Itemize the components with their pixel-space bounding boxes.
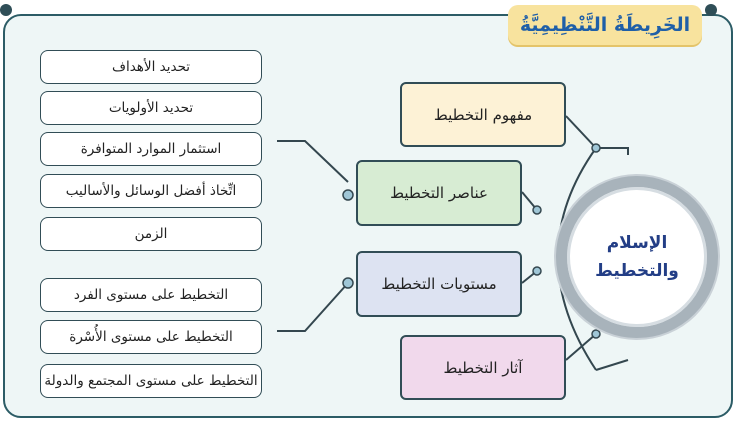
branch-levels: مستويات التخطيط <box>356 251 522 317</box>
elements-item-2: تحديد الأولويات <box>40 91 262 125</box>
center-line-2: والتخطيط <box>595 261 679 281</box>
link-levels-list <box>277 283 348 331</box>
elements-item-4: اتِّخاذ أفضل الوسائل والأساليب <box>40 174 262 208</box>
dot-levels-left <box>343 278 353 288</box>
branch-elements: عناصر التخطيط <box>356 160 522 226</box>
link-concept <box>566 116 596 148</box>
link-effects <box>566 334 596 360</box>
elements-item-3: استثمار الموارد المتوافرة <box>40 132 262 166</box>
center-topic <box>556 176 718 338</box>
dot-elements-left <box>343 190 353 200</box>
dot-elements-hub <box>533 206 541 214</box>
hub-arc-bottom <box>596 360 628 370</box>
branch-concept: مفهوم التخطيط <box>400 82 566 147</box>
levels-item-2: التخطيط على مستوى الأُسْرة <box>40 320 262 354</box>
levels-item-1: التخطيط على مستوى الفرد <box>40 278 262 312</box>
hub-arc-top <box>596 148 628 155</box>
center-line-1: الإسلام <box>606 233 668 253</box>
levels-item-3: التخطيط على مستوى المجتمع والدولة <box>40 364 262 398</box>
link-elements-list <box>277 141 348 182</box>
elements-item-1: تحديد الأهداف <box>40 50 262 84</box>
branch-effects: آثار التخطيط <box>400 335 566 400</box>
dot-levels-hub <box>533 267 541 275</box>
dot-effects <box>592 330 600 338</box>
elements-item-5: الزمن <box>40 217 262 251</box>
diagram-title: الخَرِيطَةُ التَّنْظِيمِيَّةُ <box>508 5 702 45</box>
dot-concept <box>592 144 600 152</box>
